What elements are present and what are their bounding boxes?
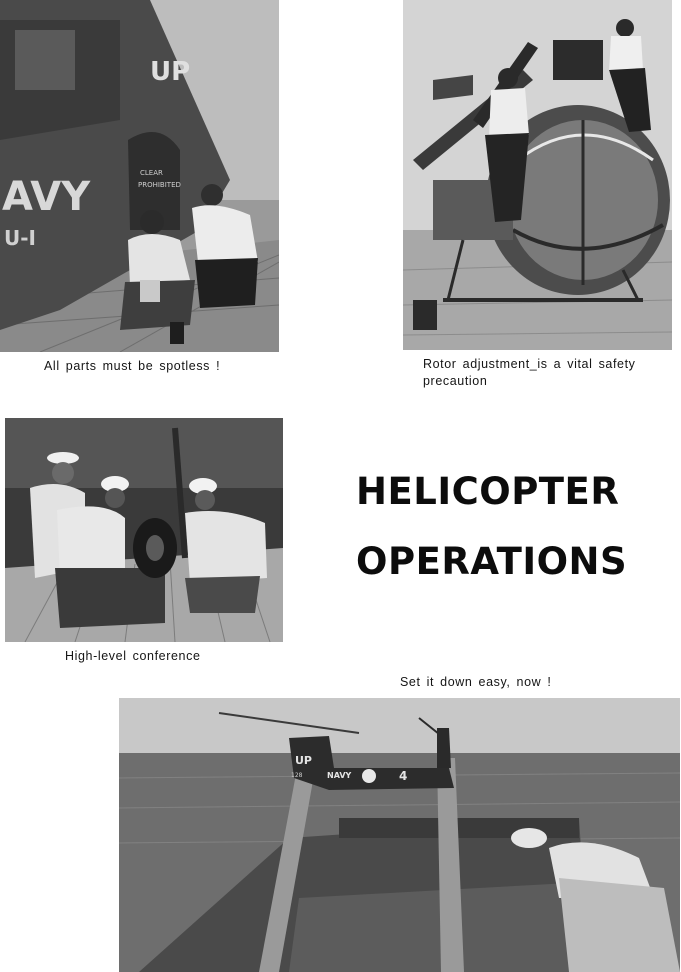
caption-photo-3: High-level conference bbox=[65, 649, 201, 663]
warning-line-1: CLEAR bbox=[140, 169, 163, 177]
photo-mechanics-cleaning-art bbox=[0, 0, 279, 352]
heli-navy: NAVY bbox=[327, 771, 352, 780]
caption-photo-2: Rotor adjustment_is a vital safety precaution bbox=[423, 357, 636, 388]
photo-helicopter-landing bbox=[119, 698, 680, 972]
photo-rotor-adjustment-art bbox=[403, 0, 672, 350]
warning-line-2: PROHIBITED bbox=[138, 181, 181, 189]
heli-tail-code: UP bbox=[295, 754, 312, 767]
headline-line-1: HELICOPTER bbox=[356, 470, 620, 513]
photo-rotor-adjustment bbox=[403, 0, 672, 350]
photo-high-level-conference-art bbox=[5, 418, 283, 642]
photo-high-level-conference bbox=[5, 418, 283, 642]
tail-code: UP bbox=[150, 57, 191, 87]
caption-photo-4: Set it down easy, now ! bbox=[400, 675, 552, 689]
heli-number: 4 bbox=[399, 769, 408, 783]
hull-code: U-I bbox=[4, 226, 36, 250]
caption-photo-1: All parts must be spotless ! bbox=[44, 359, 221, 373]
photo-mechanics-cleaning bbox=[0, 0, 279, 352]
hull-text: AVY bbox=[2, 174, 91, 220]
photo-helicopter-landing-art bbox=[119, 698, 680, 972]
headline-line-2: OPERATIONS bbox=[356, 540, 628, 583]
heli-serial: 128 bbox=[291, 772, 303, 779]
